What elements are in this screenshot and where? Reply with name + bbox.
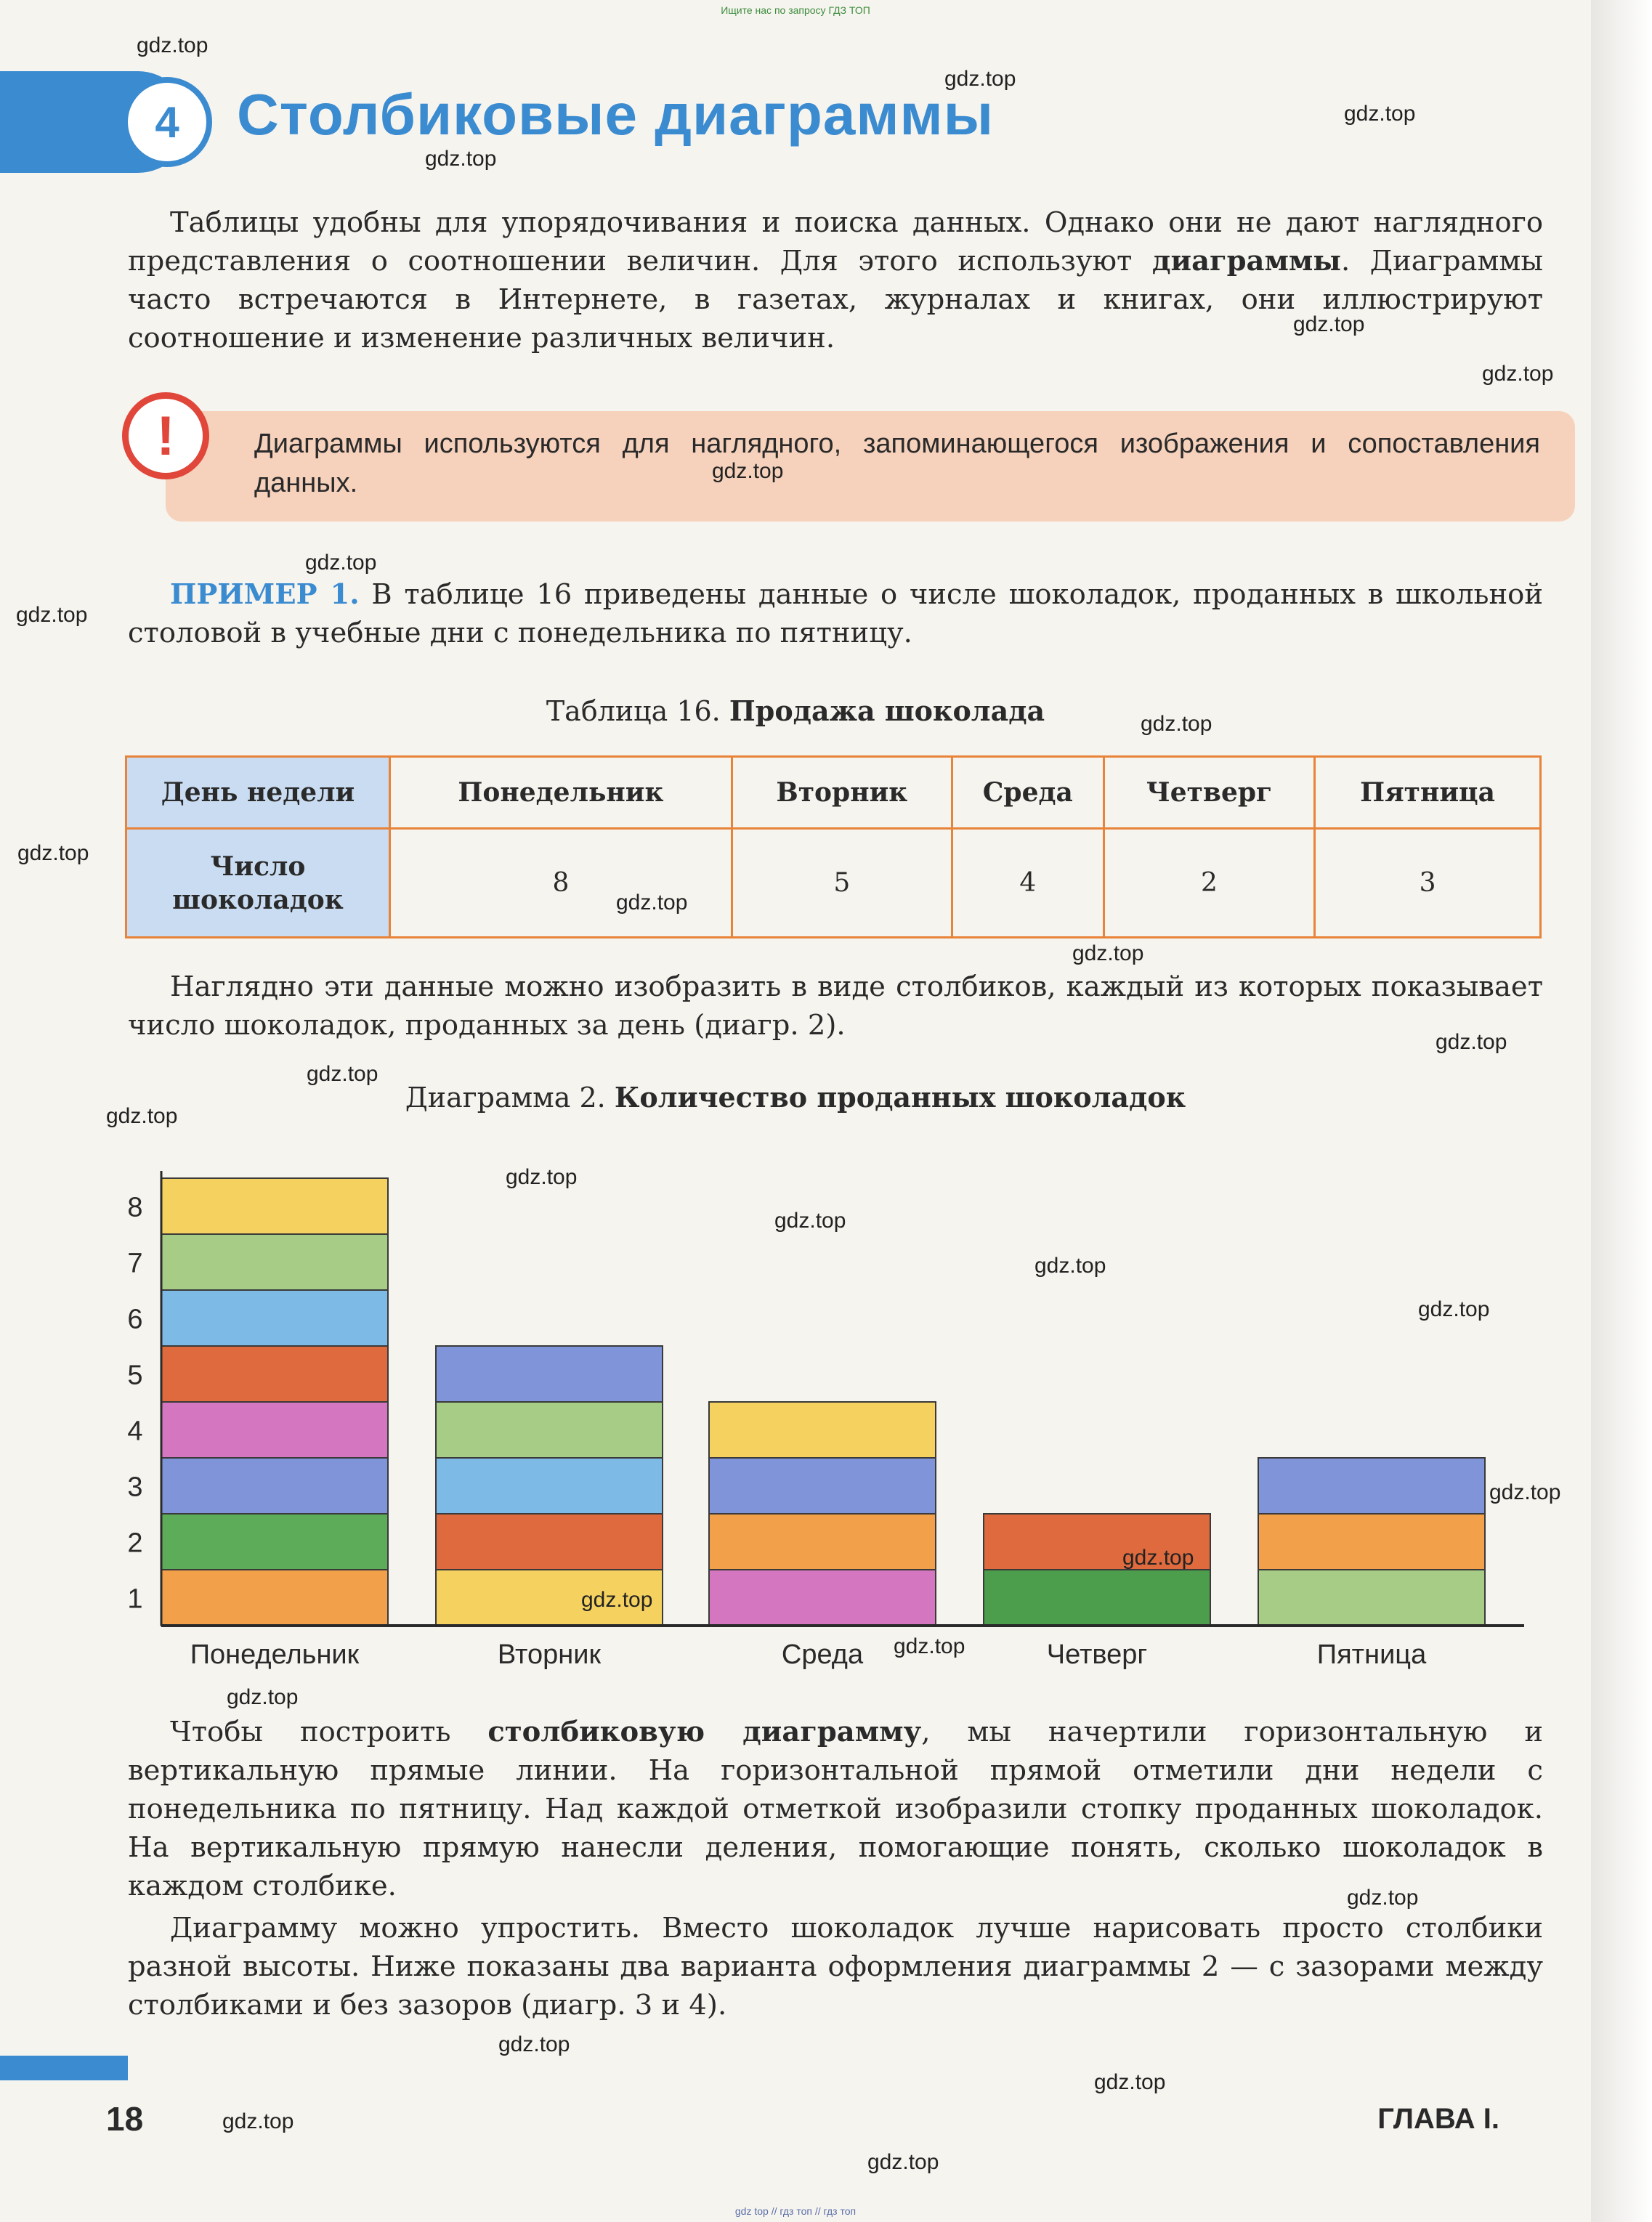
watermark-text: gdz.top [712, 459, 784, 483]
watermark-text: gdz.top [1344, 102, 1416, 126]
chocolate-block [1258, 1570, 1485, 1626]
chocolate-block [709, 1514, 936, 1570]
watermark-text: gdz.top [1482, 362, 1554, 386]
watermark-text: gdz.top [506, 1165, 578, 1189]
chocolate-block [161, 1570, 388, 1626]
table-day: Пятница [1315, 757, 1541, 829]
x-tick-label: Понедельник [190, 1639, 360, 1670]
table-day: Понедельник [390, 757, 732, 829]
table-day: Четверг [1104, 757, 1314, 829]
watermark-text: gdz.top [1489, 1480, 1561, 1504]
watermark-text: gdz.top [106, 1104, 178, 1128]
x-tick-label: Среда [781, 1639, 864, 1670]
table-value: 2 [1104, 829, 1314, 938]
top-note: Ищите нас по запросу ГДЗ ТОП [721, 4, 870, 16]
page-edge-shadow [1591, 0, 1652, 2222]
chocolate-block [161, 1514, 388, 1570]
x-tick-label: Пятница [1316, 1639, 1427, 1670]
watermark-text: gdz.top [894, 1634, 965, 1658]
example-paragraph [128, 575, 1543, 652]
chocolate-block [161, 1346, 388, 1402]
chocolate-block [709, 1402, 936, 1458]
table-row [126, 829, 1541, 938]
watermark-text: gdz.top [307, 1062, 378, 1086]
after-table-paragraph: Наглядно эти данные можно изобразить в виде столбиков, каждый из которых показывает число шоколадок, проданных за день (диагр. 2). [128, 970, 1543, 1042]
y-tick-label: 2 [127, 1528, 143, 1559]
y-tick-label: 3 [127, 1472, 143, 1503]
chart-caption-title: Количество проданных шоколадок [614, 1081, 1186, 1114]
watermark-text: gdz.top [774, 1209, 846, 1233]
closing-paragraph-2: Диаграмму можно упростить. Вместо шоколадок лучше нарисовать просто столбики разной высоты. Ниже показаны два варианта оформления диаграммы 2 — с зазорами между столбиками и без зазоров (диагр. 3 и 4). [128, 1912, 1543, 2022]
table-value: 4 [952, 829, 1104, 938]
closing-bold-term: столбиковую диаграмму [487, 1716, 922, 1748]
table-header-row [126, 757, 1541, 829]
chocolate-block [436, 1402, 663, 1458]
watermark-text: gdz.top [581, 1588, 653, 1612]
chocolate-block [161, 1402, 388, 1458]
watermark-text: gdz.top [425, 147, 497, 171]
watermark-text: gdz.top [305, 551, 377, 575]
table-value: 5 [732, 829, 952, 938]
chocolate-block [984, 1570, 1210, 1626]
chapter-footer: ГЛАВА I. [1377, 2103, 1499, 2135]
watermark-text: gdz.top [1418, 1297, 1490, 1321]
intro-text-1: Таблицы удобны для упорядочивания и поиска данных. Однако они не дают наглядного представления о соотношении величин. Для этого используют [128, 206, 1543, 277]
table-value: 8 [390, 829, 732, 938]
exclamation-icon: ! [122, 392, 209, 479]
table-value: 3 [1315, 829, 1541, 938]
chart-caption-prefix: Диаграмма 2. [405, 1082, 606, 1114]
watermark-text: gdz.top [498, 2032, 570, 2056]
example-label: ПРИМЕР 1. [170, 578, 360, 611]
watermark-text: gdz.top [17, 841, 89, 865]
watermark-text: gdz.top [944, 67, 1016, 91]
page-number-band [0, 2056, 128, 2080]
table-header-label: День недели [126, 757, 390, 829]
watermark-text: gdz.top [1034, 1254, 1106, 1278]
watermark-text: gdz.top [137, 33, 208, 57]
y-tick-label: 8 [127, 1192, 143, 1223]
watermark-text: gdz.top [1436, 1030, 1507, 1054]
chapter-number-badge: 4 [122, 77, 212, 167]
closing-paragraph-1 [128, 1713, 1543, 1905]
intro-bold-term: диаграммы [1151, 245, 1341, 277]
watermark-text: gdz.top [1072, 941, 1144, 965]
watermark-text: gdz.top [616, 891, 688, 915]
y-tick-label: 1 [127, 1584, 143, 1615]
chocolate-block [1258, 1514, 1485, 1570]
watermark-text: gdz.top [227, 1685, 299, 1709]
table-day: Вторник [732, 757, 952, 829]
page-number: 18 [106, 2100, 144, 2138]
bottom-note: gdz top // гдз топ // гдз топ [734, 2205, 857, 2217]
y-tick-label: 6 [127, 1304, 143, 1335]
y-tick-label: 7 [127, 1248, 143, 1279]
chocolate-block [709, 1570, 936, 1626]
chocolate-block [161, 1178, 388, 1234]
watermark-text: gdz.top [867, 2150, 939, 2174]
chocolate-block [436, 1346, 663, 1402]
chocolate-block [161, 1290, 388, 1346]
watermark-text: gdz.top [1347, 1886, 1419, 1910]
chocolate-block [161, 1234, 388, 1290]
y-tick-label: 4 [127, 1416, 143, 1447]
table-caption-title: Продажа шоколада [729, 694, 1045, 727]
chocolate-block [436, 1458, 663, 1514]
table-day: Среда [952, 757, 1104, 829]
y-tick-label: 5 [127, 1360, 143, 1391]
closing-text-1: Чтобы построить [170, 1716, 488, 1748]
chocolate-block [436, 1514, 663, 1570]
table-caption-prefix: Таблица 16. [546, 695, 721, 727]
watermark-text: gdz.top [16, 603, 88, 627]
chocolate-block [709, 1458, 936, 1514]
example-text: В таблице 16 приведены данные о числе шоколадок, проданных в школьной столовой в учебные дни с понедельника по пятницу. [128, 578, 1543, 649]
chocolate-block [161, 1458, 388, 1514]
watermark-text: gdz.top [222, 2109, 294, 2133]
table-caption [0, 694, 1591, 727]
note-text: Диаграммы используются для наглядного, запоминающегося изображения и сопоставления данных. [254, 429, 1540, 498]
watermark-text: gdz.top [1122, 1546, 1194, 1570]
watermark-text: gdz.top [1293, 312, 1365, 336]
sales-table [125, 755, 1542, 938]
watermark-text: gdz.top [1141, 712, 1212, 736]
closing-text-2: , мы начертили горизонтальную и вертикальную прямые линии. На горизонтальной прямой отметили дни недели с понедельника по пятницу. Над каждой отметкой изобразили стопку проданных шоколадок. На вертикальную прямую нанесли деления, помогающие понять, сколько шоколадок в каждом столбике. [128, 1716, 1543, 1902]
intro-text-2: . Диаграммы часто встречаются в Интернете, в газетах, журналах и книгах, они иллюстрируют соотношение и изменение различных величин. [128, 245, 1543, 354]
chart-caption [0, 1081, 1591, 1114]
table-row-label: Число шоколадок [126, 829, 390, 938]
watermark-text: gdz.top [1094, 2070, 1166, 2094]
page-title: Столбиковые диаграммы [237, 82, 995, 147]
chocolate-block [1258, 1458, 1485, 1514]
x-tick-label: Вторник [497, 1639, 602, 1670]
x-tick-label: Четверг [1046, 1639, 1148, 1670]
